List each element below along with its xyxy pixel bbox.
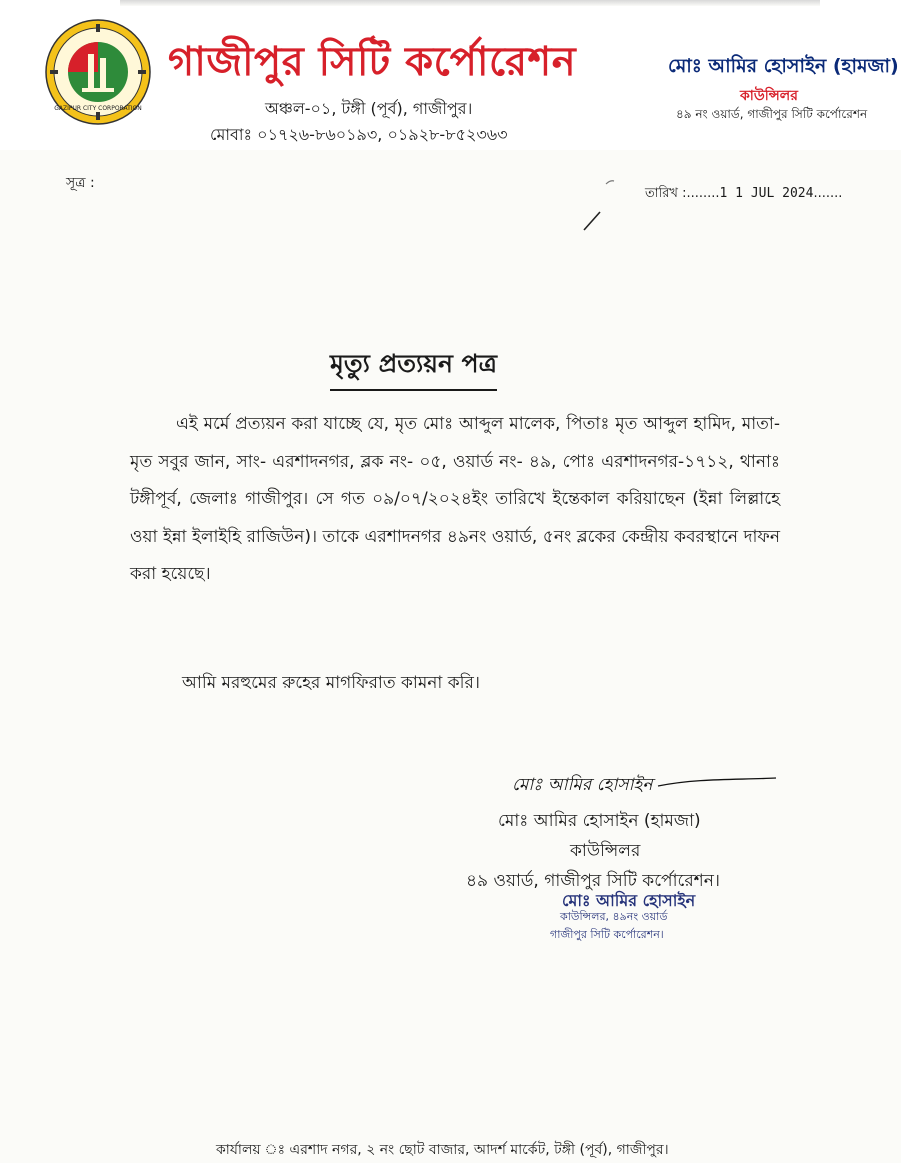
logo-caption: GAZIPUR CITY CORPORATION [54,105,142,112]
signer-name: মোঃ আমির হোসাইন (হামজা) [498,811,701,831]
certificate-body [130,406,780,594]
header-councillor-title: কাউন্সিলর [740,88,798,104]
organization-name: গাজীপুর সিটি কর্পোরেশন [168,39,577,85]
date-dots: ........ [686,186,720,201]
scan-edge-shadow [120,0,820,6]
signer-ward-organization: ৪৯ ওয়ার্ড, গাজীপুর সিটি কর্পোরেশন। [466,871,720,891]
header-councillor-ward: ৪৯ নং ওয়ার্ড, গাজীপুর সিটি কর্পোরেশন [676,107,868,121]
date-dots-trailing: ....... [813,186,843,201]
closing-prayer: আমি মরহুমের রুহের মাগফিরাত কামনা করি। [182,673,480,693]
organization-address: অঞ্চল-০১, টঙ্গী (পূর্ব), গাজীপুর। [265,99,473,118]
signer-title: কাউন্সিলর [570,841,641,861]
city-corporation-logo [44,18,152,126]
seal-name: মোঃ আমির হোসাইন [562,891,696,910]
header-councillor-name: মোঃ আমির হোসাইন (হামজা) [668,55,899,77]
document-title: মৃত্যু প্রত্যয়ন পত্র [330,344,497,391]
seal-title: কাউন্সিলর, ৪৯নং ওয়ার্ড [560,910,668,923]
seal-organization: গাজীপুর সিটি কর্পোরেশন। [550,928,664,941]
organization-phone: মোবাঃ ০১৭২৬-৮৬০১৯৩, ০১৯২৮-৮৫২৩৬৩ [210,125,508,144]
date-label: তারিখ : [645,186,687,201]
certificate-body-text: এই মর্মে প্রত্যয়ন করা যাচ্ছে যে, মৃত মোঃ আব্দুল মালেক, পিতাঃ মৃত আব্দুল হামিদ, মাতা- মৃত সবুর জান, সাং- এরশাদনগর, ব্লক নং- ০৫, ওয়ার্ড নং- ৪৯, পোঃ এরশাদনগর-১৭১২, থানাঃ টঙ্গীপূর্ব, জেলাঃ গাজীপুর। সে গত ০৯/০৭/২০২৪ইং তারিখে ইন্তেকাল করিয়াছেন (ইন্না লিল্লাহে ওয়া ইন্না ইলাইহি রাজিউন)। তাকে এরশাদনগর ৪৯নং ওয়ার্ড, ৫নং ব্লকের কেন্দ্রীয় কবরস্থানে দাফন করা হয়েছে। [130,414,780,584]
reference-label: সূত্র : [66,175,95,191]
signature-handwriting: মোঃ আমির হোসাইন [512,775,653,795]
date-line [645,184,842,205]
footer-office-address: কার্যালয় ঃ এরশাদ নগর, ২ নং ছোট বাজার, আদর্শ মার্কেট, টঙ্গী (পূর্ব), গাজীপুর। [216,1142,669,1158]
date-stamp: 1 1 JUL 2024 [719,186,814,201]
pen-stroke-mark [578,172,648,242]
